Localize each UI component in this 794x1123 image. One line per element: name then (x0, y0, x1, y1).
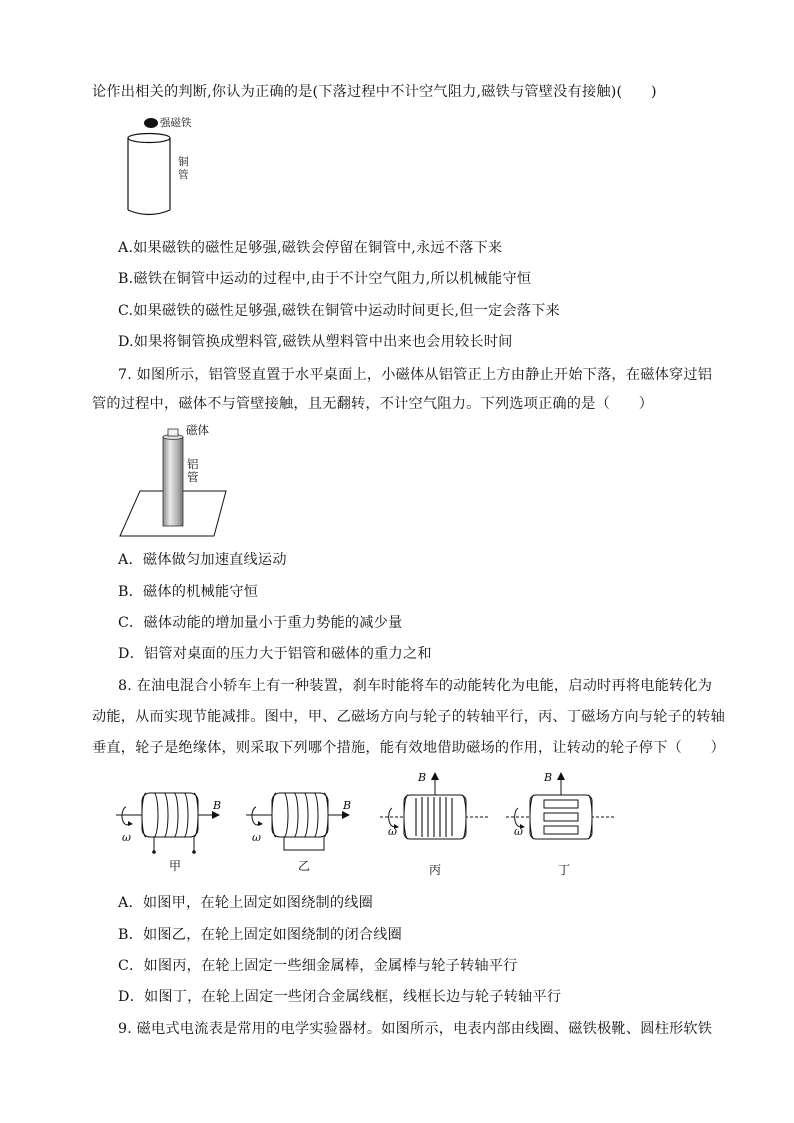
q6-option-d: D.如果将铜管换成塑料管,磁铁从塑料管中出来也会用较长时间 (118, 334, 513, 350)
q8-caption-jia: 甲 (168, 859, 181, 873)
q8-option-c: C．如图丙，在轮上固定一些细金属棒，金属棒与轮子转轴平行 (118, 958, 518, 974)
q7-magnet-label: 磁体 (186, 423, 209, 437)
q6-option-b: B.磁铁在铜管中运动的过程中,由于不计空气阻力,所以机械能守恒 (118, 271, 532, 287)
q8-figure-ding (506, 770, 616, 860)
q7-stem-line2: 管的过程中，磁体不与管壁接触，且无翻转，不计空气阻力。下列选项正确的是（ ） (92, 396, 654, 412)
q8-jia-field-label: B (213, 799, 222, 812)
tube-top-rim (128, 134, 170, 143)
q7-aluminum-tube-figure (118, 424, 238, 539)
q7-option-b: B．磁体的机械能守恒 (118, 584, 259, 600)
q8-yi-omega-label: ω (252, 831, 261, 844)
q8-figure-bing (380, 770, 490, 860)
q8-bing-omega-label: ω (388, 825, 397, 838)
q8-bing-field-label: B (418, 771, 427, 784)
q6-option-c: C.如果磁铁的磁性足够强,磁铁在铜管中运动时间更长,但一定会落下来 (118, 303, 560, 319)
small-magnet (168, 429, 178, 436)
strong-magnet (144, 118, 158, 128)
aluminum-tube (163, 437, 183, 526)
q6-option-a: A.如果磁铁的磁性足够强,磁铁会停留在铜管中,永远不落下来 (118, 240, 503, 256)
q6-tube-label: 铜管 (178, 156, 189, 181)
q8-stem-line3: 垂直，轮子是绝缘体，则采取下列哪个措施，能有效地借助磁场的作用，让转动的轮子停下（ ） (92, 740, 726, 756)
q7-tube-label: 铝管 (187, 457, 199, 484)
q8-caption-yi: 乙 (297, 859, 310, 873)
q8-ding-omega-label: ω (514, 825, 523, 838)
q8-option-d: D．如图丁，在轮上固定一些闭合金属线框，线框长边与轮子转轴平行 (118, 989, 562, 1005)
q8-figure-yi (246, 790, 356, 865)
q8-stem-line2: 动能，从而实现节能减排。图中，甲、乙磁场方向与轮子的转轴平行，丙、丁磁场方向与轮子的转轴 (92, 709, 726, 725)
q8-yi-field-label: B (343, 799, 352, 812)
q8-stem-line1: 8. 在油电混合小轿车上有一种装置，刹车时能将车的动能转化为电能，启动时再将电能转化为 (118, 678, 713, 694)
q8-option-a: A．如图甲，在轮上固定如图绕制的线圈 (118, 895, 374, 911)
q7-stem-line1: 7. 如图所示，铝管竖直置于水平桌面上，小磁体从铝管正上方由静止开始下落，在磁体穿过铝 (118, 367, 713, 383)
q8-caption-bing: 丙 (428, 863, 441, 877)
q8-jia-omega-label: ω (122, 831, 131, 844)
q7-option-d: D．铝管对桌面的压力大于铝管和磁体的重力之和 (118, 646, 432, 662)
q8-option-b: B．如图乙，在轮上固定如图绕制的闭合线圈 (118, 927, 402, 943)
q7-option-c: C．磁体动能的增加量小于重力势能的减少量 (118, 615, 403, 631)
q8-figure-jia (116, 790, 226, 865)
q7-option-a: A．磁体做匀加速直线运动 (118, 552, 287, 568)
q6-stem-tail: 论作出相关的判断,你认为正确的是(下落过程中不计空气阻力,磁铁与管壁没有接触)( ) (92, 84, 657, 100)
q8-caption-ding: 丁 (557, 863, 570, 877)
q9-stem-line1: 9. 磁电式电流表是常用的电学实验器材。如图所示，电表内部由线圈、磁铁极靴、圆柱形软铁 (118, 1021, 713, 1037)
q8-ding-field-label: B (544, 771, 553, 784)
q6-magnet-label: 强磁铁 (160, 117, 192, 129)
